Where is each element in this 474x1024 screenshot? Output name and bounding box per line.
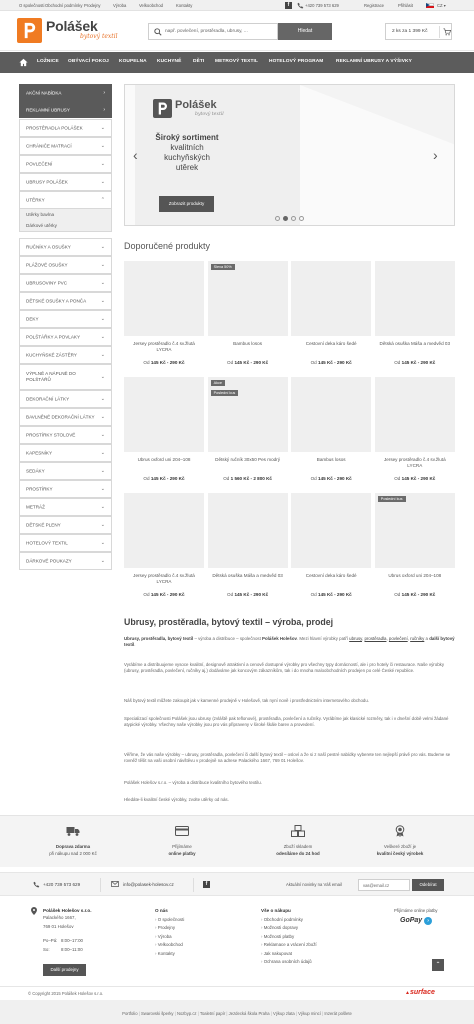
chevron-down-icon: ⌄ — [100, 450, 105, 456]
product-name[interactable]: Dětská osuška Máša a medvěd 03 — [212, 573, 283, 578]
slider-dot[interactable] — [291, 216, 296, 221]
chevron-down-icon: ⌄ — [100, 374, 105, 380]
sidebar-item-towels[interactable]: RUČNÍKY A OSUŠKY ⌄ — [19, 238, 112, 256]
newsletter-button[interactable]: Odebírat — [412, 879, 444, 891]
product-image[interactable] — [291, 493, 371, 568]
registration-link[interactable]: Registrace — [364, 3, 385, 8]
product-name[interactable]: Cestovní deka káro šedé — [305, 341, 357, 346]
chevron-down-icon: ⌄ — [100, 486, 105, 492]
mail-icon — [111, 881, 119, 887]
more-stores-button[interactable]: Další prodejny — [43, 964, 86, 976]
slider-dots — [275, 216, 309, 222]
footer-col1-list — [155, 916, 184, 958]
top-link-terms[interactable]: Obchodní podmínky — [45, 3, 83, 8]
slider-tagline: bytový textil — [195, 112, 224, 117]
chevron-down-icon: ⌄ — [100, 262, 105, 268]
product-price: Od 145 Kč - 290 Kč — [394, 592, 436, 597]
footer-address-1: Palackého 1667, — [43, 915, 76, 920]
about-paragraph-6: Polášek Holešov s.r.o. – výroba a distribuce kvalitního bytového textilu. — [124, 780, 262, 785]
sidebar-subitem-gift[interactable]: Dárkové utěrky — [19, 220, 112, 232]
recommended-title: Doporučené produkty — [124, 241, 211, 251]
partner-link[interactable]: Inzerát pošlete — [324, 1011, 352, 1016]
sidebar-item-sale[interactable]: AKČNÍ NABÍDKA › — [19, 84, 112, 101]
product-price: Od 145 Kč - 290 Kč — [394, 360, 436, 365]
chevron-down-icon: ⌄ — [100, 125, 105, 131]
sidebar-item-beach-towels[interactable]: PLÁŽOVÉ OSUŠKY ⌄ — [19, 256, 112, 274]
footer-link[interactable]: › Ochrana osobních údajů — [261, 959, 312, 965]
nav-item-bedroom[interactable]: LOŽNICE — [37, 59, 59, 64]
product-price: Od 145 Kč - 290 Kč — [143, 592, 185, 597]
footer-link[interactable]: › Výroba — [155, 933, 172, 939]
footer-link[interactable]: › Reklamace a vrácení zboží — [261, 942, 317, 948]
link-tablecloths[interactable]: ubrusy — [349, 636, 363, 641]
footer-hours-label-1: Po–Pá: — [43, 938, 58, 943]
login-link[interactable]: Přihlásit — [398, 3, 413, 8]
chevron-down-icon: ⌄ — [100, 522, 105, 528]
nav-item-advert-tablecloths[interactable]: REKLAMNÍ UBRUSY A VÝŠIVKY — [336, 59, 412, 64]
chevron-down-icon: ⌄ — [100, 161, 105, 167]
chevron-down-icon: ⌄ — [100, 414, 105, 420]
chevron-down-icon: ⌄ — [100, 298, 105, 304]
product-image[interactable] — [291, 261, 371, 336]
chevron-down-icon: ⌄ — [100, 468, 105, 474]
product-card[interactable] — [375, 261, 455, 373]
product-name[interactable]: Cestovní deka káro šedé — [305, 573, 357, 578]
slider-next-arrow[interactable]: › — [433, 147, 438, 163]
benefit-quality: Veškeré zboží je kvalitní český výrobek — [341, 816, 459, 868]
sidebar-item-fabric[interactable]: METRÁŽ ⌄ — [19, 498, 112, 516]
about-paragraph-7: Hledáte-li kvalitní české výrobky, zvolte utěrky od nás. — [124, 797, 229, 802]
copyright-bar — [0, 986, 474, 1000]
product-grid — [124, 261, 455, 607]
phone-icon — [33, 881, 40, 888]
product-card[interactable] — [291, 377, 371, 489]
product-name[interactable]: Jersey prostěradlo č.4 sv.žlutá LYCRA — [133, 573, 195, 584]
product-price: Od 145 Kč - 290 Kč — [227, 592, 269, 597]
link-bedding[interactable]: povlečení — [388, 636, 408, 641]
sidebar-item-fillings[interactable]: VÝPLNĚ A NÁPLNĚ DO POLŠTÁŘŮ ⌄ — [19, 364, 112, 390]
product-card[interactable] — [124, 493, 204, 605]
product-image[interactable] — [375, 377, 455, 452]
search-box[interactable] — [148, 23, 278, 40]
top-link-wholesale[interactable]: Velkoobchod — [139, 3, 163, 8]
hero-slider — [124, 84, 455, 226]
sidebar-item-diapers[interactable]: DĚTSKÉ PLENY ⌄ — [19, 516, 112, 534]
copyright-text: © Copyright 2015 Polášek Holešov s.r.o. — [28, 991, 104, 996]
search-input[interactable]: např. povlečení, prostěradla, ubrusy, ... — [165, 29, 248, 34]
category-sidebar — [19, 84, 112, 584]
benefit-payments: Přijímáme online platby — [123, 816, 241, 868]
footer-hours-value-2: 8:00–11:00 — [61, 947, 83, 952]
top-link-company[interactable]: O společnosti — [19, 3, 45, 8]
nav-item-kitchen[interactable]: KUCHYNĚ — [157, 59, 182, 64]
main-nav — [0, 52, 474, 73]
surface-logo[interactable]: ▲surface — [405, 989, 435, 996]
partner-link[interactable]: Výkup mincí — [298, 1011, 321, 1016]
award-icon — [393, 825, 407, 837]
chevron-up-icon: ⌃ — [100, 197, 105, 203]
sidebar-item-towels-kitchen[interactable]: UTĚRKY ⌃ — [19, 191, 112, 209]
brand-tagline: bytový textil — [80, 33, 118, 40]
footer-link[interactable]: › Obchodní podmínky — [261, 917, 303, 922]
chevron-down-icon: ⌄ — [100, 280, 105, 286]
product-badge: Sleva 50% — [211, 264, 235, 270]
footer-link[interactable]: › O společnosti — [155, 917, 185, 922]
product-image[interactable] — [208, 493, 288, 568]
benefit-stock: Zboží skladem odesíláme do 24 hod — [239, 816, 357, 868]
partner-link[interactable]: Swarovski šperky — [140, 1011, 174, 1016]
chevron-down-icon: ⌄ — [100, 504, 105, 510]
chevron-down-icon: ⌄ — [100, 352, 105, 358]
newsletter-input[interactable]: vas@email.cz — [358, 879, 410, 891]
slider-logo-mark — [153, 99, 172, 118]
nav-item-hotel[interactable]: HOTELOVÝ PROGRAM — [269, 59, 324, 64]
sidebar-item-pvc[interactable]: UBRUSOVINY PVC ⌄ — [19, 274, 112, 292]
gopay-logo: GoPay › — [400, 917, 432, 925]
partner-link[interactable]: Toaletní papír — [199, 1011, 226, 1016]
about-paragraph-2: Vyrábíme a distribuujeme vysoce kvalitní, designově atraktivní a cenově dostupné výrobky pro všechny typy domácností, ale i pro hotely či restaurace. Naše výrobky (ubrusy, prostěradla, povlečení, ručníky aj.) dodáváme jak koncovým zákazníkům, tak i do mnoha maloobchodních prodejen po celé České republice. — [124, 662, 445, 674]
phone-icon — [297, 2, 304, 9]
slider-cta-button[interactable]: Zobrazit produkty — [159, 196, 214, 212]
footer-col2-list — [261, 916, 317, 966]
chevron-down-icon: ⌄ — [100, 143, 105, 149]
about-paragraph-5: Věříme, že vás naše výrobky – ubrusy, prostěradla, povlečení či další bytový textil – osloví a že si z naší pestré nabídky vyberete ten nejlepší právě pro vás. Budeme se rovněž těšit na vaši osobní návštěvu v prodejně na adrese Palackého 1667, 769 01 Holešov. — [124, 752, 451, 764]
product-price: Od 145 Kč - 290 Kč — [143, 360, 185, 365]
product-card[interactable] — [124, 377, 204, 489]
product-image[interactable] — [375, 261, 455, 336]
cart-box[interactable] — [385, 23, 452, 40]
footer-contact-bar — [0, 872, 474, 896]
about-paragraph-1: Ubrusy, prostěradla, bytový textil – výroba a distribuce – společnost Polášek Holešov. Mezi hlavní výrobky patří ubrusy, prostěradla, povlečení, ručníky a další bytový textil. — [124, 636, 455, 648]
chevron-down-icon: ⌄ — [100, 432, 105, 438]
sidebar-subitem-cotton[interactable]: Utěrky bavlna — [19, 209, 112, 220]
product-price: Od 145 Kč - 290 Kč — [227, 360, 269, 365]
benefit-shipping: Doprava zdarma při nákupu nad 2 000 Kč — [14, 816, 132, 868]
slider-dot[interactable] — [275, 216, 280, 221]
footer-hours-value-1: 8:00–17:00 — [61, 938, 83, 943]
chevron-down-icon: ⌄ — [100, 179, 105, 185]
product-card[interactable] — [124, 261, 204, 373]
location-pin-icon — [31, 907, 37, 915]
top-link-contacts[interactable]: Kontakty — [176, 3, 193, 8]
chevron-down-icon: ⌄ — [100, 244, 105, 250]
partner-link[interactable]: Nozbyp.cz — [176, 1011, 197, 1016]
product-badge: Akce — [211, 380, 225, 386]
chevron-down-icon: ⌄ — [100, 558, 105, 564]
footer-company: Polášek Holešov s.r.o. — [43, 908, 92, 913]
product-card[interactable] — [375, 377, 455, 489]
cart-summary: 2 ks za 1 399 Kč — [392, 29, 428, 34]
facebook-icon[interactable]: f — [203, 881, 210, 888]
link-sheets[interactable]: prostěradla — [364, 636, 387, 641]
top-bar — [0, 0, 474, 11]
partner-link[interactable]: Jezdecká škola Praha — [228, 1011, 270, 1016]
product-price: Od 145 Kč - 290 Kč — [143, 476, 185, 481]
product-name[interactable]: Ubrus oxford uni 204–108 — [137, 457, 191, 462]
product-card[interactable] — [208, 261, 288, 373]
top-link-production[interactable]: Výroba — [113, 3, 127, 8]
chevron-down-icon: ⌄ — [100, 540, 105, 546]
sidebar-item-pillows[interactable]: POLŠTÁŘKY A POVLAKY ⌄ — [19, 328, 112, 346]
footer — [0, 896, 474, 986]
footer-phone[interactable]: +420 739 573 629 — [43, 882, 81, 887]
chevron-down-icon: ⌄ — [100, 334, 105, 340]
product-name[interactable]: Bambus losos — [233, 341, 263, 346]
footer-email[interactable]: info@polasek-holesov.cz — [123, 882, 174, 887]
slider-prev-arrow[interactable]: ‹ — [133, 147, 138, 163]
product-image[interactable] — [291, 377, 371, 452]
product-image[interactable] — [208, 261, 288, 336]
sidebar-item-cotton-decor[interactable]: BAVLNĚNÉ DEKORAČNÍ LÁTKY ⌄ — [19, 408, 112, 426]
about-paragraph-3: Náš bytový textil můžete zakoupit jak v kamenné prodejně v Holešově, tak nyní nově i prostřednictvím internetového obchodu. — [124, 698, 370, 703]
sidebar-item-cushions[interactable]: SEDÁKY ⌄ — [19, 462, 112, 480]
product-card[interactable] — [291, 261, 371, 373]
footer-link[interactable]: › Kontakty — [155, 950, 175, 956]
top-phone[interactable]: +420 739 573 629 — [305, 3, 339, 8]
product-name[interactable]: Ubrus oxford uni 204–108 — [388, 573, 442, 578]
product-name[interactable]: Bambus losos — [316, 457, 346, 462]
sidebar-item-gift-vouchers[interactable]: DÁRKOVÉ POUKAZY ⌄ — [19, 552, 112, 570]
product-card[interactable] — [208, 493, 288, 605]
sidebar-item-tablecloths[interactable]: UBRUSY POLÁŠEK ⌄ — [19, 173, 112, 191]
nav-item-bathroom[interactable]: KOUPELNA — [119, 59, 147, 64]
footer-col1-title: O nás — [155, 908, 168, 913]
product-name[interactable]: Jersey prostěradlo č.4 sv.žlutá LYCRA — [133, 341, 195, 352]
slider-dot[interactable] — [299, 216, 304, 221]
chevron-down-icon: ⌄ — [100, 396, 105, 402]
partner-links-bar: Portfolio | Swarovski šperky | Nozbyp.cz | Toaletní papír | Jezdecká škola Praha | Výkup zlata | Výkup mincí | Inzerát pošlete — [0, 1000, 474, 1024]
sidebar-item-hotel-textile[interactable]: HOTELOVÝ TEXTIL ⌄ — [19, 534, 112, 552]
product-image[interactable] — [124, 261, 204, 336]
product-card[interactable] — [208, 377, 288, 489]
sidebar-item-advert-tablecloths[interactable]: REKLAMNÍ UBRUSY › — [19, 101, 112, 118]
nav-item-meter-textile[interactable]: METROVÝ TEXTIL — [215, 59, 258, 64]
partner-link[interactable]: Výkup zlata — [273, 1011, 295, 1016]
product-name[interactable]: Jersey prostěradlo č.4 sv.žlutá LYCRA — [383, 457, 446, 468]
language-select[interactable]: CZ ▾ — [437, 3, 446, 8]
slider-title: Široký sortiment — [155, 133, 219, 142]
sidebar-item-handkerchiefs[interactable]: KAPESNÍKY ⌄ — [19, 444, 112, 462]
nav-item-kids[interactable]: DĚTI — [193, 59, 205, 64]
czech-flag-icon — [426, 3, 434, 8]
slider-dot-active[interactable] — [283, 216, 288, 221]
sidebar-item-placemats[interactable]: PROSTÍRKY ⌄ — [19, 480, 112, 498]
sidebar-item-sheets[interactable]: PROSTĚRADLA POLÁŠEK ⌄ — [19, 119, 112, 137]
footer-address-2: 769 01 Holešov — [43, 924, 74, 929]
cart-icon — [443, 28, 451, 36]
sidebar-item-decor-fabrics[interactable]: DEKORAČNÍ LÁTKY ⌄ — [19, 390, 112, 408]
footer-link[interactable]: › Velkoobchod — [155, 942, 183, 948]
boxes-icon — [291, 825, 305, 837]
sidebar-item-aprons[interactable]: KUCHYŇSKÉ ZÁSTĚRY ⌄ — [19, 346, 112, 364]
sidebar-item-table-mats[interactable]: PROSTÍRKY STOLOVÉ ⌄ — [19, 426, 112, 444]
slider-subtitle: kvalitních kuchyňských utěrek — [164, 143, 210, 172]
product-badge: Poslední kus — [211, 390, 239, 396]
sidebar-item-mattress-protectors[interactable]: CHRÁNIČE MATRACÍ ⌄ — [19, 137, 112, 155]
footer-link[interactable]: › Možnosti platby — [261, 933, 295, 939]
sidebar-item-kids-towels[interactable]: DĚTSKÉ OSUŠKY A PONČA ⌄ — [19, 292, 112, 310]
search-icon — [154, 28, 162, 36]
product-name[interactable]: Dětská osuška Máša a medvěd 03 — [379, 341, 451, 346]
about-paragraph-4: Specializací společnosti Polášek jsou ubrusy (zvláště pak teflonové), prostěradla, povlečení a ručníky. Vyrábíme jak klasické rozměry, tak i v dnešní době velmi žádané atypické výrobky. Všechny naše výrobky jsou pro vás připraveny v široké škále barev a provedení. — [124, 716, 449, 728]
product-price: Od 145 Kč - 290 Kč — [394, 476, 436, 481]
footer-link[interactable]: › Možnosti dopravy — [261, 925, 299, 931]
product-image[interactable] — [375, 493, 455, 568]
product-price: Od 145 Kč - 290 Kč — [310, 476, 352, 481]
product-image[interactable] — [124, 493, 204, 568]
chevron-down-icon: ⌄ — [100, 316, 105, 322]
product-image[interactable] — [208, 377, 288, 452]
card-icon — [175, 825, 189, 837]
link-towels[interactable]: ručníky — [410, 636, 425, 641]
brand-name[interactable]: Polášek — [46, 18, 98, 34]
product-card[interactable] — [375, 493, 455, 605]
top-link-stores[interactable]: Prodejny — [84, 3, 101, 8]
sidebar-item-bedding[interactable]: POVLEČENÍ ⌄ — [19, 155, 112, 173]
product-card[interactable] — [291, 493, 371, 605]
footer-link[interactable]: › Jak nakupovat — [261, 950, 293, 956]
product-price: Od 1 560 Kč - 2 800 Kč — [223, 476, 272, 481]
product-image[interactable] — [124, 377, 204, 452]
payments-label: Přijímáme online platby — [394, 908, 438, 913]
sidebar-item-blankets[interactable]: DEKY ⌄ — [19, 310, 112, 328]
partner-link[interactable]: Portfolio — [122, 1011, 138, 1016]
search-button[interactable]: Hledat — [278, 23, 332, 40]
product-price: Od 145 Kč - 290 Kč — [310, 592, 352, 597]
logo-mark[interactable] — [17, 18, 42, 43]
footer-col2-title: Vše o nákupu — [261, 908, 291, 913]
benefits-bar — [0, 815, 474, 867]
product-badge: Poslední kus — [378, 496, 406, 502]
footer-hours-label-2: So: — [43, 947, 50, 952]
footer-link[interactable]: › Prodejny — [155, 925, 176, 931]
facebook-icon[interactable]: f — [285, 2, 292, 9]
home-icon[interactable] — [19, 58, 28, 67]
nav-item-living-room[interactable]: OBÝVACÍ POKOJ — [68, 59, 109, 64]
truck-icon — [66, 825, 80, 837]
about-title: Ubrusy, prostěradla, bytový textil – výroba, prodej — [124, 617, 334, 627]
newsletter-label: Aktuální novinky na Váš email — [286, 882, 342, 887]
product-price: Od 145 Kč - 290 Kč — [310, 360, 352, 365]
slider-brand: Polášek — [175, 99, 217, 111]
product-name[interactable]: Dětský ručník 30x50 Pes modrý — [215, 457, 281, 462]
scroll-top-button[interactable]: ⌃ — [432, 959, 444, 971]
